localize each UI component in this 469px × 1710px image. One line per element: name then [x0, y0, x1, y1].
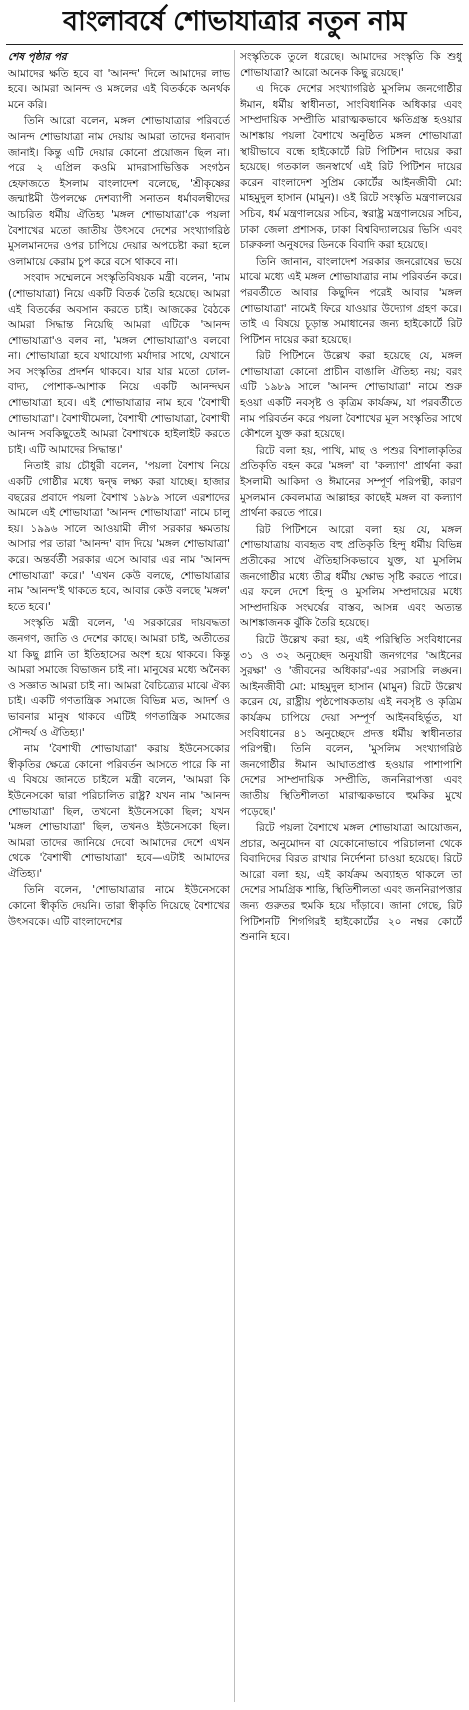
paragraph: সংস্কৃতি মন্ত্রী বলেন, 'এ সরকারের দায়বদ্ধতা জনগণ, জাতি ও দেশের কাছে। আমরা চাই, অতীতের যা কিছু গ্লানি তা ইতিহাসের অংশ হয়ে থাকবে। কিন্তু আমরা সমাজে বিভাজন চাই না। মানুষের মধ্যে অনৈক্য ও সজ্ঞাত আমরা চাই না। আমরা বৈচিত্র্যের মাঝে ঐক্য চাই। একটি গণতান্ত্রিক সমাজে বিভিন্ন মত, আদর্শ ও ভাবনার মানুষ থাকবে এটিই গণতান্ত্রিক সমাজের সৌন্দর্য ও ঐতিহ্য।': [8, 617, 230, 739]
column-divider: [234, 50, 235, 1702]
paragraph: নাম 'বৈশাখী শোভাযাত্রা' করায় ইউনেসকোর স্বীকৃতির ক্ষেত্রে কোনো পরিবর্তন আসতে পারে কি না এ বিষয়ে জানতে চাইলে মন্ত্রী বলেন, 'আমরা কি ইউনেসকো দ্বারা পরিচালিত রাষ্ট্র? যখন নাম 'আনন্দ শোভাযাত্রা' ছিল, তখনো ইউনেসকো ছিল; যখন 'মঙ্গল শোভাযাত্রা' ছিল, তখনও ইউনেসকো ছিল। আমরা তাদের জানিয়ে দেবো আমাদের দেশে এখন থেকে 'বৈশাখী শোভাযাত্রা' হবে—এটাই আমাদের ঐতিহ্য।': [8, 743, 230, 880]
paragraph: তিনি আরো বলেন, মঙ্গল শোভাযাত্রার পরিবর্তে আনন্দ শোভাযাত্রা নাম দেয়ায় আমরা তাদের ধন্যবাদ জানাই। কিন্তু এটি দেয়ার কোনো প্রয়োজন ছিল না। পরে ২ এপ্রিল কওমি মাদরাসাভিত্তিক সংগঠন হেফাজতে ইসলাম বাংলাদেশ বলেছে, 'শ্রীকৃষ্ণের জন্মাষ্টমী উপলক্ষে দেশব্যাপী সনাতন ধর্মাবলম্বীদের আচরিত ধর্মীয় ঐতিহ্য 'মঙ্গল শোভাযাত্রা'কে পয়লা বৈশাখের মতো জাতীয় উৎসবে দেশের সংখ্যাগরিষ্ঠ মুসলমানদের ওপর চাপিয়ে দেয়ার অপচেষ্টা করা হলে ওলামায়ে কেরাম চুপ করে বসে থাকবে না।: [8, 115, 230, 268]
paragraph: সংস্কৃতিকে তুলে ধরেছে। আমাদের সংস্কৃতি কি শুধু শোভাযাত্রা? আরো অনেক কিছু রয়েছে।': [240, 51, 462, 79]
paragraph: রিট পিটিশনে উল্লেখ করা হয়েছে যে, মঙ্গল শোভাযাত্রা কোনো প্রাচীন বাঙালি ঐতিহ্য নয়; বরং এটি ১৯৮৯ সালে 'আনন্দ শোভাযাত্রা' নামে শুরু হওয়া একটি নবসৃষ্ট ও কৃত্রিম কার্যক্রম, যা পরবর্তীতে নাম পরিবর্তন করে পয়লা বৈশাখের মূল সংস্কৃতির সাথে কৌশলে যুক্ত করা হয়েছে।: [240, 350, 462, 441]
right-column: [240, 50, 462, 1702]
headline-rule: [6, 44, 463, 45]
headline: বাংলাবর্ষে শোভাযাত্রার নতুন নাম: [63, 6, 406, 37]
paragraph: তিনি জানান, বাংলাদেশ সরকার জনরোষের ভয়ে মাঝে মধ্যে এই মঙ্গল শোভাযাত্রার নাম পরিবর্তন করে। পরবর্তীতে আবার কিছুদিন পরেই আবার 'মঙ্গল শোভাযাত্রা' নামেই ফিরে যাওয়ার উদ্যোগ গ্রহণ করে। তাই এ বিষয়ে চূড়ান্ত সমাধানের জন্য হাইকোর্টে রিট পিটিশন দায়ের করা হয়েছে।: [240, 255, 462, 346]
paragraph: আমাদের ক্ষতি হবে বা 'আনন্দ' দিলে আমাদের লাভ হবে। আমরা আনন্দ ও মঙ্গলের এই বিতর্ককে অনর্থক মনে করি।: [8, 67, 230, 111]
paragraph: রিটে পয়লা বৈশাখে মঙ্গল শোভাযাত্রা আয়োজন, প্রচার, অনুমোদন বা যেকোনোভাবে পরিচালনা থেকে বিবাদিদের বিরত রাখার নির্দেশনা চাওয়া হয়েছে। রিটে আরো বলা হয়, এই কার্যক্রম অব্যাহত থাকলে তা দেশের সামগ্রিক শান্তি, স্থিতিশীলতা এবং জননিরাপত্তার জন্য গুরুতর হুমকি হয়ে দাঁড়াবে। জানা গেছে, রিট পিটিশনটি শিগগিরই হাইকোর্টের ২০ নম্বর কোর্টে শুনানি হবে।: [240, 822, 462, 944]
continued-from-label: শেষ পৃষ্ঠার পর: [8, 51, 67, 63]
paragraph: রিটে বলা হয়, পাখি, মাছ ও পশুর বিশালাকৃতির প্রতিকৃতি বহন করে 'মঙ্গল' বা 'কল্যাণ' প্রার্থনা করা ইসলামী আকিদা ও ঈমানের সম্পূর্ণ পরিপন্থী, কারণ মুসলমান কেবলমাত্র আল্লাহর কাছেই মঙ্গল বা কল্যাণ প্রার্থনা করতে পারে।: [240, 444, 462, 520]
paragraph: রিটে উল্লেখ করা হয়, এই পরিস্থিতি সংবিধানের ৩১ ও ৩২ অনুচ্ছেদ অনুযায়ী জনগণের 'আইনের সুরক্ষা' ও 'জীবনের অধিকার'-এর সরাসরি লঙ্ঘন। আইনজীবী মো: মাহমুদুল হাসান (মামুন) রিটে উল্লেখ করেন যে, রাষ্ট্রীয় পৃষ্ঠপোষকতায় এই নবসৃষ্ট ও কৃত্রিম কার্যক্রম চাপিয়ে দেয়া সম্পূর্ণ আইনবহির্ভূত, যা সংবিধানের ৪১ অনুচ্ছেদে প্রদত্ত ধর্মীয় স্বাধীনতার পরিপন্থী। তিনি বলেন, 'মুসলিম সংখ্যাগরিষ্ঠ জনগোষ্ঠীর ঈমান আঘাতপ্রাপ্ত হওয়ার পাশাপাশি দেশের সাম্প্রদায়িক সম্প্রীতি, জননিরাপত্তা এবং জাতীয় স্থিতিশীলতা মারাত্মকভাবে হুমকির মুখে পড়েছে।': [240, 633, 462, 818]
paragraph: নিতাই রায় চৌধুরী বলেন, 'পয়লা বৈশাখ নিয়ে একটি গোষ্ঠীর মধ্যে দ্বন্দ্ব লক্ষ্য করা যাচ্ছে। হাজার বছরের প্রবাদে পয়লা বৈশাখ ১৯৮৯ সালে এরশাদের আমলে এই শোভাযাত্রা 'আনন্দ শোভাযাত্রা' নামে চালু হয়। ১৯৯৬ সালে আওয়ামী লীগ সরকার ক্ষমতায় আসার পর তারা 'আনন্দ' বাদ দিয়ে 'মঙ্গল শোভাযাত্রা' করে। অন্তর্বর্তী সরকার এসে আবার এর নাম 'আনন্দ শোভাযাত্রা' করে।' 'এখন কেউ বলছে, শোভাযাত্রার নাম 'আনন্দ'ই থাকতে হবে, আবার কেউ বলছে 'মঙ্গল' হতে হবে।': [8, 460, 230, 613]
paragraph: তিনি বলেন, 'শোভাযাত্রার নামে ইউনেসকো কোনো স্বীকৃতি দেয়নি। তারা স্বীকৃতি দিয়েছে বৈশাখের উৎসবকে। এটি বাংলাদেশের: [8, 884, 230, 928]
paragraph: এ দিকে দেশের সংখ্যাগরিষ্ঠ মুসলিম জনগোষ্ঠীর ঈমান, ধর্মীয় স্বাধীনতা, সাংবিধানিক অধিকার এবং সাম্প্রদায়িক সম্প্রীতি মারাত্মকভাবে ক্ষতিগ্রস্ত হওয়ার আশঙ্কায় পয়লা বৈশাখে অনুষ্ঠিত মঙ্গল শোভাযাত্রা স্থায়ীভাবে বন্ধে হাইকোর্টে রিট পিটিশন দায়ের করা হয়েছে। গতকাল জনস্বার্থে এই রিট পিটিশন দায়ের করেন বাংলাদেশ সুপ্রিম কোর্টের আইনজীবী মো: মাহমুদুল হাসান (মামুন)। ওই রিটে সংস্কৃতি মন্ত্রণালয়ের সচিব, ধর্ম মন্ত্রণালয়ের সচিব, স্বরাষ্ট্র মন্ত্রণালয়ের সচিব, ঢাকা জেলা প্রশাসক, ঢাকা বিশ্ববিদ্যালয়ের ভিসি এবং চারুকলা অনুষদের ডিনকে বিবাদি করা হয়েছে।: [240, 83, 462, 252]
left-column: [8, 50, 230, 1702]
paragraph: রিট পিটিশনে আরো বলা হয় যে, মঙ্গল শোভাযাত্রায় ব্যবহৃত বহু প্রতিকৃতি হিন্দু ধর্মীয় বিভিন্ন প্রতীকের সাথে ঐতিহাসিকভাবে যুক্ত, যা মুসলিম জনগোষ্ঠীর মধ্যে তীব্র ধর্মীয় ক্ষোভ সৃষ্টি করতে পারে। এর ফলে দেশে হিন্দু ও মুসলিম সম্প্রদায়ের মধ্যে সাম্প্রদায়িক সংঘর্ষের বাস্তব, আসন্ন এবং অত্যন্ত আশঙ্কাজনক ঝুঁকি তৈরি হয়েছে।: [240, 523, 462, 630]
paragraph: সংবাদ সম্মেলনে সংস্কৃতিবিষয়ক মন্ত্রী বলেন, 'নাম (শোভাযাত্রা) নিয়ে একটি বিতর্ক তৈরি হয়েছে। আমরা এই বিতর্কের অবসান করতে চাই। আজকের বৈঠকে আমরা সিদ্ধান্ত নিয়েছি আমরা এটিকে 'আনন্দ শোভাযাত্রা'ও বলব না, 'মঙ্গল শোভাযাত্রা'ও বলবো না। শোভাযাত্রা হবে যথাযোগ্য মর্যাদার সাথে, যেখানে সব সংস্কৃতির প্রদর্শন থাকবে। যার যার মতো ঢোল-বাদ্য, পোশাক-আশাক নিয়ে একটি আনন্দঘন শোভাযাত্রা হবে। এই শোভাযাত্রার নাম হবে 'বৈশাখী শোভাযাত্রা'। বৈশাখীমেলা, বৈশাখী শোভাযাত্রা, বৈশাখী আনন্দ সবকিছুতেই আমরা বৈশাখকে হাইলাইট করতে চাই। এটি আমাদের সিদ্ধান্ত।': [8, 272, 230, 456]
